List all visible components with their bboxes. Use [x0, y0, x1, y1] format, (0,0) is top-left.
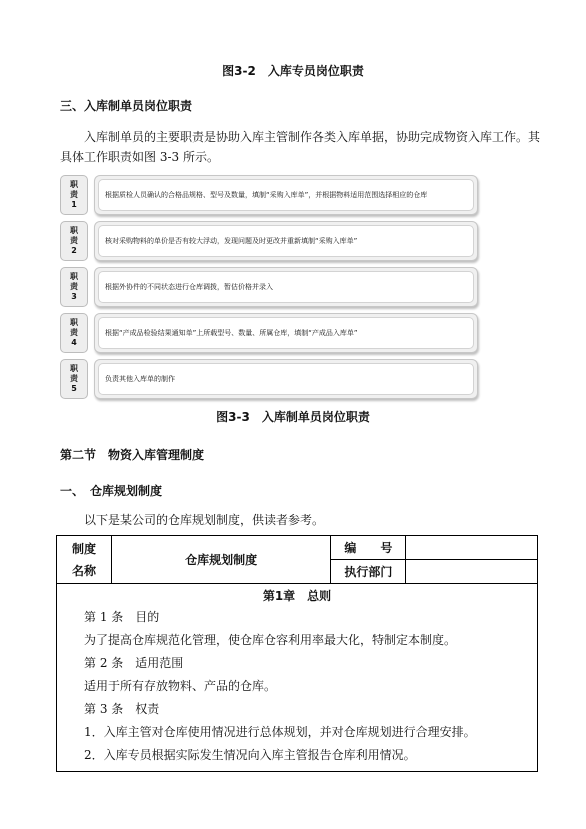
duty-label-char: 职: [70, 272, 78, 281]
duty-box: [94, 313, 478, 353]
duty-label-char: 责: [70, 236, 78, 245]
chapter-heading: 第1章 总则: [262, 589, 332, 603]
duty-label-char: 职: [70, 226, 78, 235]
duty-text: 根据质检人员确认的合格品规格、型号及数量，填制“采购入库单”，并根据物料适用范围选择相应的仓库: [98, 179, 474, 211]
regulation-line: 第 3 条 权责: [84, 702, 160, 716]
duty-row: [60, 313, 478, 353]
intro-line-2: 具体工作职责如图 3-3 所示。: [60, 150, 219, 164]
duty-label-char: 责: [70, 190, 78, 199]
duty-label-number: 2: [71, 246, 77, 255]
duty-label-char: 职: [70, 364, 78, 373]
duty-label-char: 职: [70, 318, 78, 327]
duty-row: [60, 267, 478, 307]
duty-text: 核对采购物料的单价是否有较大浮动，发现问题及时更改并重新填制“采购入库单”: [98, 225, 474, 257]
section-title: 三、入库制单员岗位职责: [60, 99, 193, 113]
subsection-title: 一、 仓库规划制度: [60, 484, 163, 498]
duty-text: 根据“产成品检验结果通知单”上所载型号、数量、所属仓库，填制“产成品入库单”: [98, 317, 474, 349]
name-label-cell: [57, 536, 112, 584]
regulation-line: 2．入库专员根据实际发生情况向入库主管报告仓库利用情况。: [84, 748, 416, 762]
duty-label: [60, 359, 88, 399]
dept-value-cell: [406, 560, 538, 584]
duty-label-number: 5: [71, 384, 77, 393]
name-label-line: 制度: [71, 541, 96, 556]
duty-label-char: 责: [70, 328, 78, 337]
table-intro: 以下是某公司的仓库规划制度，供读者参考。: [84, 513, 325, 527]
regulation-body-cell: [57, 584, 538, 772]
intro-paragraph: [60, 127, 540, 167]
regulation-line: 为了提高仓库规范化管理，使仓库仓容利用率最大化，特制定本制度。: [84, 633, 457, 647]
duty-label-char: 责: [70, 374, 78, 383]
number-label-cell: 编 号: [331, 536, 406, 560]
duty-text: 负责其他入库单的制作: [98, 363, 474, 395]
figure-3-2-caption: 图3-2 入库专员岗位职责: [222, 64, 364, 78]
duty-label: [60, 313, 88, 353]
duty-box: [94, 221, 478, 261]
duty-label-number: 3: [71, 292, 77, 301]
regulation-line: 适用于所有存放物料、产品的仓库。: [84, 679, 277, 693]
duty-row: [60, 175, 478, 215]
duty-label-number: 1: [71, 200, 77, 209]
duty-label: [60, 221, 88, 261]
duty-label: [60, 175, 88, 215]
figure-3-3-caption: 图3-3 入库制单员岗位职责: [216, 410, 370, 424]
intro-line-1: 入库制单员的主要职责是协助入库主管制作各类入库单据，协助完成物资入库工作。其: [84, 130, 541, 144]
duty-box: [94, 359, 478, 399]
duty-label-number: 4: [71, 338, 77, 347]
dept-label-cell: 执行部门: [331, 560, 406, 584]
duty-row: [60, 359, 478, 399]
chapter-section-title: 第二节 物资入库管理制度: [60, 448, 205, 462]
regulation-line: 第 2 条 适用范围: [84, 656, 184, 670]
name-label-line: 名称: [71, 563, 96, 578]
duty-text: 根据外协件的不同状态进行仓库调拨，暂估价格并录入: [98, 271, 474, 303]
name-value-cell: 仓库规划制度: [111, 536, 331, 584]
duty-label-char: 职: [70, 180, 78, 189]
regulation-lines: [57, 606, 537, 767]
regulation-table: [56, 535, 538, 772]
duty-row: [60, 221, 478, 261]
number-value-cell: [406, 536, 538, 560]
duty-box: [94, 175, 478, 215]
regulation-line: 第 1 条 目的: [84, 610, 160, 624]
duty-label-char: 责: [70, 282, 78, 291]
duty-label: [60, 267, 88, 307]
duty-box: [94, 267, 478, 307]
regulation-line: 1．入库主管对仓库使用情况进行总体规划，并对仓库规划进行合理安排。: [84, 725, 476, 739]
